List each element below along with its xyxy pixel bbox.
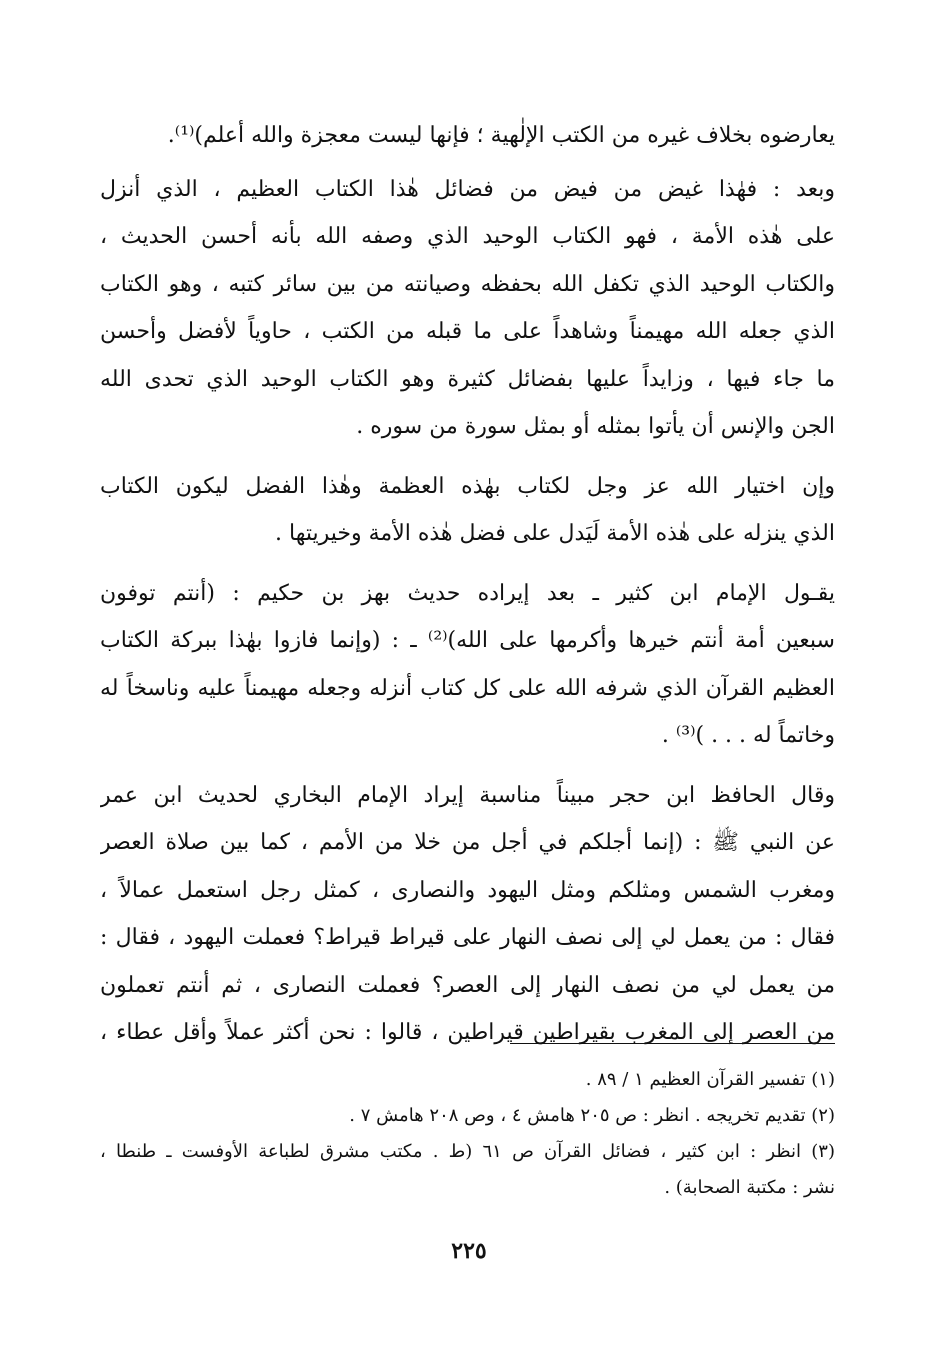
page-number: ٢٢٥ — [451, 1238, 487, 1264]
footnote-3: (٣) انظر : ابن كثير ، فضائل القرآن ص ٦١ (ط . مكتب مشرق لطباعة الأوفست ـ طنطا ، — [100, 1141, 835, 1162]
paragraph-line: من يعمل لي من نصف النهار إلى العصر؟ فعملت النصارى ، ثم أنتم تعملون — [100, 972, 835, 998]
paragraph-2 — [100, 166, 835, 451]
paragraph-line: سبعين أمة أنتم خيرها وأكرمها على الله)⁽²⁾ ـ : (وإنما فازوا بهٰذا ببركة الكتاب — [100, 628, 835, 653]
footnote-2: (٢) تقديم تخريجه . انظر : ص ٢٠٥ هامش ٤ ، وص ٢٠٨ هامش ٧ . — [349, 1105, 835, 1126]
footnote-3-continuation: نشر : مكتبة الصحابة) . — [664, 1177, 835, 1198]
paragraph-line: ما جاء فيها ، وزايداً عليها بفضائل كثيرة وهو الكتاب الوحيد الذي تحدى الله — [100, 366, 835, 392]
paragraph-line: يقـول الإمام ابن كثير ـ بعد إيراده حديث بهز بن حكيم : (أنتم توفون — [100, 580, 835, 606]
paragraph-5 — [100, 772, 835, 1057]
paragraph-1 — [100, 112, 835, 160]
main-text — [100, 112, 835, 1069]
paragraph-line: يعارضوه بخلاف غيره من الكتب الإلٰهية ؛ فإنها ليست معجزة والله أعلم)⁽¹⁾. — [167, 123, 835, 148]
paragraph-line: العظيم القرآن الذي شرفه الله على كل كتاب أنزله وجعله مهيمناً عليه وناسخاً له — [100, 675, 835, 701]
paragraph-line: وقال الحافظ ابن حجر مبيناً مناسبة إيراد الإمام البخاري لحديث ابن عمر — [100, 782, 835, 808]
paragraph-line: وإن اختيار الله عز وجل لكتاب بهٰذه العظمة وهٰذا الفضل ليكون الكتاب — [100, 473, 835, 499]
paragraph-line: الجن والإنس أن يأتوا بمثله أو بمثل سورة من سوره . — [356, 414, 835, 439]
paragraph-line: وخاتماً له . . . )⁽³⁾ . — [661, 723, 835, 748]
paragraph-line: الذي ينزله على هٰذه الأمة لَيَدل على فضل هٰذه الأمة وخيريتها . — [275, 521, 835, 546]
footnote-1: (١) تفسير القرآن العظيم ١ / ٨٩ . — [585, 1069, 835, 1090]
paragraph-4 — [100, 570, 835, 760]
paragraph-line: والكتاب الوحيد الذي تكفل الله بحفظه وصيانته من بين سائر كتبه ، وهو الكتاب — [100, 271, 835, 297]
paragraph-line: عن النبي ﷺ : (إنما أجلكم في أجل من خلا من الأمم ، كما بين صلاة العصر — [100, 830, 835, 855]
paragraph-3 — [100, 463, 835, 558]
paragraph-line: وبعد : فهٰذا غيض من فيض من فضائل هٰذا الكتاب العظيم ، الذي أنزل — [100, 176, 835, 202]
paragraph-line: على هٰذه الأمة ، فهو الكتاب الوحيد الذي وصفه الله بأنه أحسن الحديث ، — [100, 224, 835, 249]
paragraph-line: فقال : من يعمل لي إلى نصف النهار على قيراط قيراط؟ فعملت اليهود ، فقال : — [100, 925, 835, 950]
paragraph-line: ومغرب الشمس ومثلكم ومثل اليهود والنصارى ، كمثل رجل استعمل عمالاً ، — [100, 877, 835, 903]
footnote-separator — [510, 1043, 835, 1044]
paragraph-line: من العصر إلى المغرب بقيراطين قيراطين ، قالوا : نحن أكثر عملاً وأقل عطاء ، — [100, 1020, 835, 1045]
footnotes — [100, 1062, 835, 1206]
paragraph-line: الذي جعله الله مهيمناً وشاهداً على ما قبله من الكتب ، حاوياً لأفضل وأحسن — [100, 319, 835, 344]
